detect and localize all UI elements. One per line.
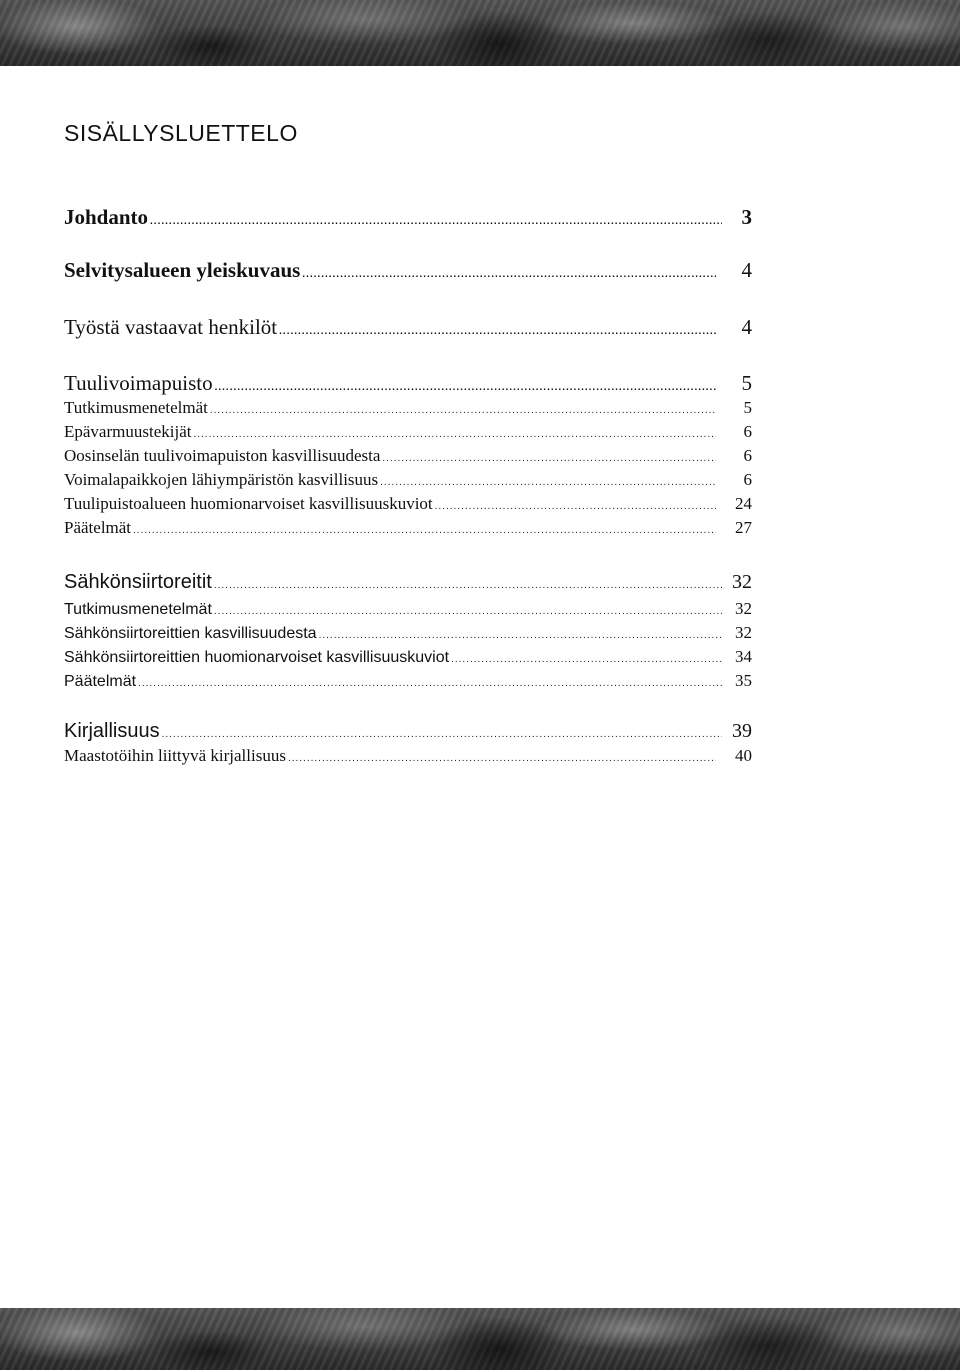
toc-entry-label: Sähkönsiirtoreitit — [64, 571, 212, 593]
toc-entry-maastotoihin-kirjallisuus[interactable] — [64, 746, 752, 766]
toc-entry-page: 27 — [735, 518, 752, 537]
toc-entry-label: Tuulipuistoalueen huomionarvoiset kasvillisuuskuviot — [64, 494, 433, 513]
dot-leader — [302, 269, 716, 280]
dot-leader — [382, 453, 716, 464]
toc-entry-johdanto[interactable] — [64, 205, 752, 230]
footer-texture-banner — [0, 1308, 960, 1370]
dot-leader — [214, 580, 722, 591]
dot-leader — [214, 606, 722, 617]
toc-entry-label: Epävarmuustekijät — [64, 422, 192, 441]
toc-entry-label: Maastotöihin liittyvä kirjallisuus — [64, 746, 286, 765]
toc-entry-label: Tutkimusmenetelmät — [64, 601, 212, 618]
toc-entry-tuulivoimapuisto[interactable] — [64, 371, 752, 396]
toc-entry-paatelmat-1[interactable] — [64, 518, 752, 538]
toc-entry-page: 34 — [735, 647, 752, 666]
dot-leader — [451, 654, 722, 665]
toc-entry-tuulipuistoalueen-kasvillisuuskuviot[interactable] — [64, 494, 752, 514]
toc-entry-label: Selvitysalueen yleiskuvaus — [64, 258, 301, 282]
dot-leader — [288, 753, 716, 764]
toc-entry-label: Voimalapaikkojen lähiympäristön kasvillisuus — [64, 470, 379, 489]
toc-entry-tyosta-vastaavat-henkilot[interactable] — [64, 315, 752, 340]
toc-entry-epavarmuustekijat[interactable] — [64, 422, 752, 442]
toc-entry-label: Työstä vastaavat henkilöt — [64, 315, 278, 339]
toc-entry-label: Johdanto — [64, 205, 149, 229]
dot-leader — [138, 678, 722, 689]
dot-leader — [435, 501, 716, 512]
toc-entry-page: 4 — [741, 315, 752, 339]
toc-entry-paatelmat-2[interactable] — [64, 671, 752, 691]
toc-entry-page: 5 — [743, 398, 752, 417]
dot-leader — [150, 216, 722, 227]
dot-leader — [380, 477, 716, 488]
dot-leader — [133, 525, 716, 536]
toc-entry-sahkonsiirtoreittien-kasvillisuuskuviot[interactable] — [64, 647, 752, 667]
toc-entry-label: Päätelmät — [64, 518, 132, 537]
dot-leader — [210, 405, 716, 416]
dot-leader — [162, 729, 722, 740]
dot-leader — [279, 326, 716, 337]
toc-entry-page: 40 — [735, 746, 752, 765]
toc-entry-page: 35 — [735, 671, 752, 690]
toc-entry-page: 32 — [735, 599, 752, 618]
toc-entry-label: Oosinselän tuulivoimapuiston kasvillisuudesta — [64, 446, 381, 465]
toc-entry-page: 39 — [732, 720, 752, 742]
toc-entry-oosinselan-kasvillisuudesta[interactable] — [64, 446, 752, 466]
toc-entry-tutkimusmenetelmat-2[interactable] — [64, 599, 752, 619]
dot-leader — [319, 630, 722, 641]
toc-entry-label: Sähkönsiirtoreittien huomionarvoiset kasvillisuuskuviot — [64, 649, 450, 666]
toc-entry-label: Päätelmät — [64, 673, 137, 690]
toc-entry-label: Kirjallisuus — [64, 720, 160, 742]
toc-entry-page: 4 — [741, 258, 752, 282]
header-texture-banner — [0, 0, 960, 66]
toc-entry-page: 3 — [741, 205, 752, 229]
toc-title: SISÄLLYSLUETTELO — [64, 120, 298, 146]
toc-entry-kirjallisuus[interactable] — [64, 720, 752, 743]
toc-entry-label: Sähkönsiirtoreittien kasvillisuudesta — [64, 625, 317, 642]
toc-entry-sahkonsiirtoreittien-kasvillisuudesta[interactable] — [64, 623, 752, 643]
toc-entry-page: 32 — [732, 571, 752, 593]
toc-entry-page: 24 — [735, 494, 752, 513]
toc-entry-tutkimusmenetelmat-1[interactable] — [64, 398, 752, 418]
toc-entry-page: 6 — [743, 422, 752, 441]
toc-entry-selvitysalueen-yleiskuvaus[interactable] — [64, 258, 752, 283]
toc-entry-page: 6 — [743, 446, 752, 465]
toc-entry-page: 6 — [743, 470, 752, 489]
toc-entry-page: 5 — [741, 371, 752, 395]
dot-leader — [193, 429, 716, 440]
toc-entry-page: 32 — [735, 623, 752, 642]
dot-leader — [215, 382, 716, 393]
toc-entry-label: Tuulivoimapuisto — [64, 371, 213, 395]
toc-entry-label: Tutkimusmenetelmät — [64, 398, 208, 417]
toc-entry-voimalapaikkojen-kasvillisuus[interactable] — [64, 470, 752, 490]
toc-entry-sahkonsiirtoreitit[interactable] — [64, 571, 752, 594]
